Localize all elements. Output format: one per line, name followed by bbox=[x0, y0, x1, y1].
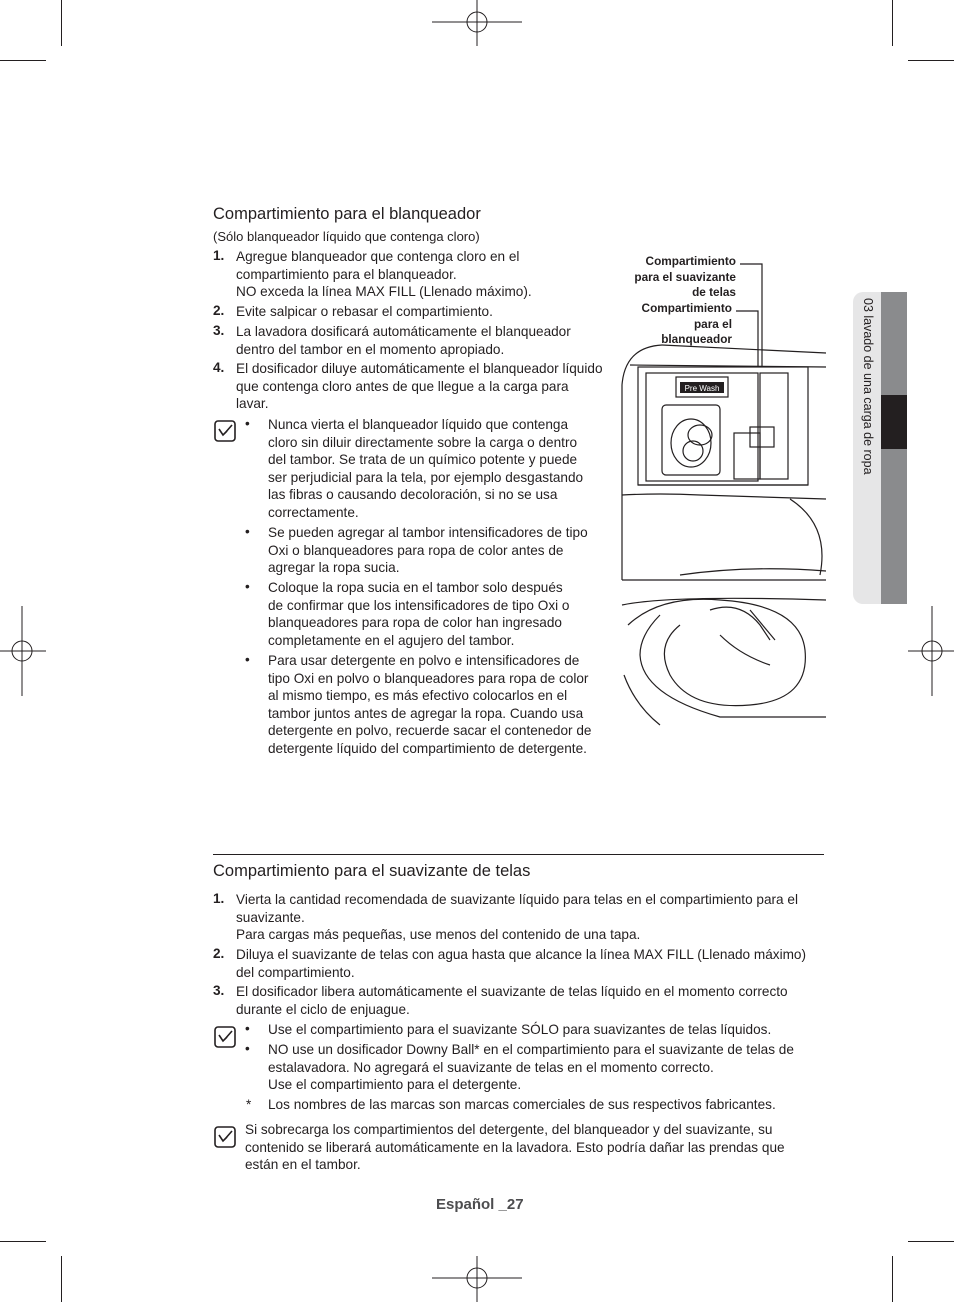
note-text-line: cloro sin diluir directamente sobre la carga o dentro bbox=[268, 434, 578, 450]
callout-line: Compartimiento bbox=[641, 301, 732, 315]
warning-text-line: están en el tambor. bbox=[245, 1157, 361, 1173]
step-text-line: Para cargas más pequeñas, use menos del contenido de una tapa. bbox=[236, 927, 641, 943]
bleach-subtitle: (Sólo blanqueador líquido que contenga cloro) bbox=[213, 229, 480, 244]
note-text-line: Oxi o blanqueadores para ropa de color antes de bbox=[268, 542, 564, 558]
note-pencil-icon bbox=[214, 1126, 236, 1148]
note-text-line: Nunca vierta el blanqueador líquido que contenga bbox=[268, 417, 569, 432]
callout-line: para el suavizante bbox=[634, 269, 736, 284]
step-text-line: que contenga cloro antes de que llegue a la carga para bbox=[236, 378, 569, 394]
note-text-line: detergente en polvo, recuerde sacar el contenedor de bbox=[268, 723, 592, 739]
note-text-line: NO use un dosificador Downy Ball* en el compartimiento para el suavizante de telas de bbox=[268, 1042, 794, 1057]
step-text-line: El dosificador libera automáticamente el suavizante de telas líquido en el momento correcto bbox=[236, 984, 788, 999]
note-text-line: tipo Oxi en polvo o blanqueadores para ropa de color bbox=[268, 670, 589, 686]
note-text-line: Use el compartimiento para el detergente. bbox=[268, 1077, 522, 1093]
note-pencil-icon bbox=[214, 420, 236, 442]
note-text-line: completamente en el agujero del tambor. bbox=[268, 632, 515, 648]
step-text-line: dentro del tambor en el momento apropiado. bbox=[236, 341, 505, 357]
callout-line: Compartimiento bbox=[645, 254, 736, 268]
softener-heading: Compartimiento para el suavizante de telas bbox=[213, 862, 531, 880]
chapter-label: 03 lavado de una carga de ropa bbox=[861, 298, 875, 475]
note-text-line: Se pueden agregar al tambor intensificadores de tipo bbox=[268, 525, 588, 540]
note-text-line: Coloque la ropa sucia en el tambor solo después bbox=[268, 580, 563, 595]
note-text-line: al mismo tiempo, es más efectivo colocarlos en el bbox=[268, 688, 568, 704]
note-text-line: las fibras o causando decoloración, si no se usa bbox=[268, 487, 558, 503]
warning-text-line: contenido se liberará automáticamente en la lavadora. Esto podría dañar las prendas que bbox=[245, 1139, 785, 1155]
note-text-line: Use el compartimiento para el suavizante SÓLO para suavizantes de telas líquidos. bbox=[268, 1022, 772, 1037]
step-text-line: Diluya el suavizante de telas con agua hasta que alcance la línea MAX FILL (Llenado máximo) bbox=[236, 947, 807, 962]
note-pencil-icon bbox=[214, 1026, 236, 1048]
note-text-line: tambor juntos antes de agregar la ropa. Cuando usa bbox=[268, 705, 584, 721]
step-text-line: durante el ciclo de enjuague. bbox=[236, 1001, 410, 1017]
note-text-line: Los nombres de las marcas son marcas comerciales de sus respectivos fabricantes. bbox=[268, 1097, 776, 1112]
note-text-line: blanqueadores para ropa de color han ingresado bbox=[268, 615, 562, 631]
step-text-line: suavizante. bbox=[236, 909, 305, 925]
step-text-line: NO exceda la línea MAX FILL (Llenado máximo). bbox=[236, 284, 532, 300]
overfill-warning bbox=[245, 1121, 785, 1174]
callout-line: de telas bbox=[692, 285, 736, 300]
step-text-line: Vierta la cantidad recomendada de suavizante líquido para telas en el compartimiento para el bbox=[236, 892, 798, 907]
note-text-line: del tambor. Se trata de un químico potente y puede bbox=[268, 452, 578, 468]
warning-text-line: Si sobrecarga los compartimientos del detergente, del blanqueador y del suavizante, su bbox=[245, 1122, 773, 1137]
note-text-line: ser perjudicial para la tela, por ejemplo desgastando bbox=[268, 469, 584, 485]
note-text-line: correctamente. bbox=[268, 504, 359, 520]
page-number: Español _27 bbox=[436, 1196, 524, 1213]
step-text-line: La lavadora dosificará automáticamente el blanqueador bbox=[236, 324, 571, 339]
step-text-line: del compartimiento. bbox=[236, 964, 355, 980]
step-text-line: El dosificador diluye automáticamente el blanqueador líquido bbox=[236, 361, 603, 376]
bleach-heading: Compartimiento para el blanqueador bbox=[213, 205, 481, 223]
step-text-line: compartimiento para el blanqueador. bbox=[236, 266, 457, 282]
note-text-line: de confirmar que los intensificadores de tipo Oxi o bbox=[268, 597, 570, 613]
callout-line: para el bbox=[693, 316, 732, 331]
section-divider bbox=[213, 854, 824, 855]
step-text-line: Agregue blanqueador que contenga cloro en el bbox=[236, 249, 520, 264]
prewash-label: Pre Wash bbox=[684, 384, 720, 393]
callout-line: blanqueador bbox=[661, 332, 732, 347]
dispenser-drawer-illustration bbox=[600, 255, 826, 730]
note-text-line: agregar la ropa sucia. bbox=[268, 560, 400, 576]
step-text-line: Evite salpicar o rebasar el compartimiento. bbox=[236, 304, 493, 319]
note-text-line: estalavadora. No agregará el suavizante de telas en el momento correcto. bbox=[268, 1059, 714, 1075]
note-text-line: Para usar detergente en polvo e intensificadores de bbox=[268, 653, 580, 668]
note-text-line: detergente líquido del compartimiento de detergente. bbox=[268, 740, 587, 756]
step-text-line: lavar. bbox=[236, 396, 269, 412]
